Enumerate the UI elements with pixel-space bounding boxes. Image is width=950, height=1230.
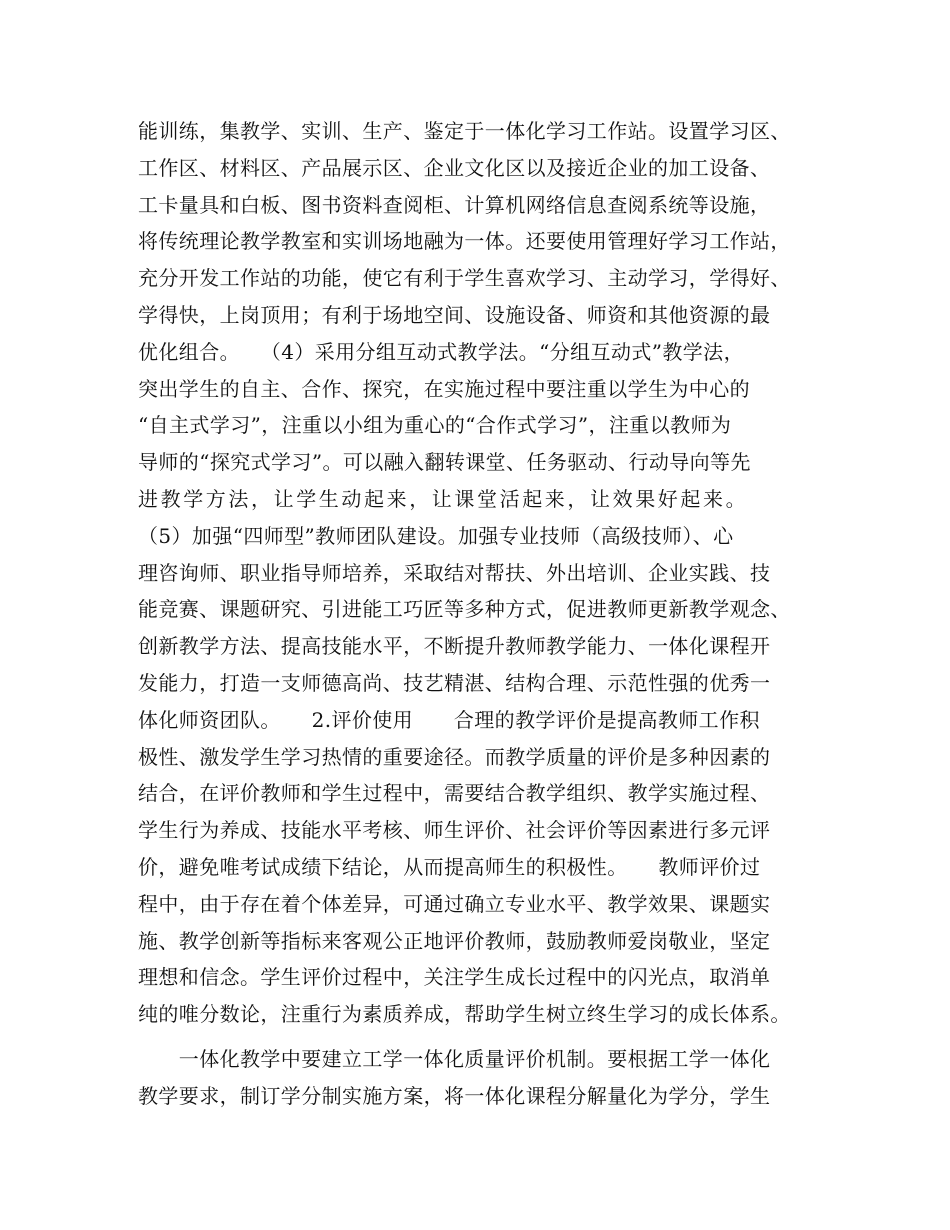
text-line: 创新教学方法、提高技能水平，不断提升教师教学能力、一体化课程开 <box>138 634 771 659</box>
text-line: 极性、激发学生学习热情的重要途径。而教学质量的评价是多种因素的 <box>138 744 771 769</box>
text-line: 学生行为养成、技能水平考核、师生评价、社会评价等因素进行多元评 <box>138 818 771 843</box>
text-line: 能训练，集教学、实训、生产、鉴定于一体化学习工作站。设置学习区、 <box>138 119 791 143</box>
text-line: 能竞赛、课题研究、引进能工巧匠等多种方式，促进教师更新教学观念、 <box>138 597 791 622</box>
text-line: （5）加强“四师型”教师团队建设。加强专业技师（高级技师）、心 <box>138 523 734 548</box>
text-line: 发能力，打造一支师德高尚、技艺精湛、结构合理、示范性强的优秀一 <box>138 670 771 695</box>
text-line: 进教学方法，让学生动起来，让课堂活起来，让效果好起来。 <box>138 486 749 511</box>
text-line: 将传统理论教学教室和实训场地融为一体。还要使用管理好学习工作站， <box>138 229 791 254</box>
text-line: 学得快，上岗顶用；有利于场地空间、设施设备、师资和其他资源的最 <box>138 302 771 327</box>
text-line: 充分开发工作站的功能，使它有利于学生喜欢学习、主动学习，学得好、 <box>138 266 791 291</box>
text-line: 突出学生的自主、合作、探究，在实施过程中要注重以学生为中心的 <box>138 376 750 401</box>
text-line: 理想和信念。学生评价过程中，关注学生成长过程中的闪光点，取消单 <box>138 965 771 990</box>
text-line: 优化组合。 （4）采用分组互动式教学法。“分组互动式”教学法， <box>138 339 744 364</box>
text-line: “自主式学习”，注重以小组为重心的“合作式学习”，注重以教师为 <box>138 413 732 438</box>
text-line: 程中，由于存在着个体差异，可通过确立专业水平、教学效果、课题实 <box>138 891 771 916</box>
text-line: 结合，在评价教师和学生过程中，需要结合教学组织、教学实施过程、 <box>138 781 771 806</box>
text-line: 价，避免唯考试成绩下结论，从而提高师生的积极性。 教师评价过 <box>138 854 761 879</box>
text-line: 导师的“探究式学习”。可以融入翻转课堂、任务驱动、行动导向等先 <box>138 450 751 475</box>
text-line: 理咨询师、职业指导师培养，采取结对帮扶、外出培训、企业实践、技 <box>138 560 771 585</box>
text-line: 工作区、材料区、产品展示区、企业文化区以及接近企业的加工设备、 <box>138 155 771 180</box>
text-line: 工卡量具和白板、图书资料查阅柜、计算机网络信息查阅系统等设施， <box>138 192 771 217</box>
text-line: 一体化教学中要建立工学一体化质量评价机制。要根据工学一体化 <box>138 1046 771 1071</box>
text-line: 施、教学创新等指标来客观公正地评价教师，鼓励教师爱岗敬业，坚定 <box>138 928 771 953</box>
body-text <box>138 113 828 1115</box>
text-line: 体化师资团队。 2.评价使用 合理的教学评价是提高教师工作积 <box>138 707 760 732</box>
text-line: 纯的唯分数论，注重行为素质养成，帮助学生树立终生学习的成长体系。 <box>138 1002 791 1027</box>
text-line: 教学要求，制订学分制实施方案，将一体化课程分解量化为学分，学生 <box>138 1083 771 1108</box>
